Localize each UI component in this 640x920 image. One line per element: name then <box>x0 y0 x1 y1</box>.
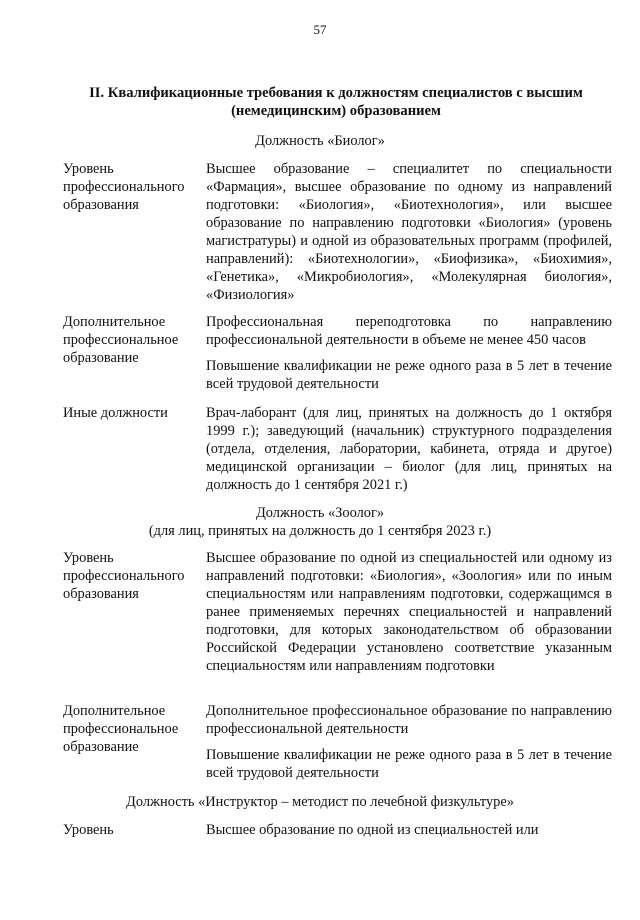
requirement-paragraph: Профессиональная переподготовка по направлению профессиональной деятельности в объеме не менее 450 часов <box>206 314 612 348</box>
requirement-label: Дополнительное профессиональное образование <box>63 314 179 366</box>
position-subtitle-zoologist: (для лиц, принятых на должность до 1 сентября 2023 г.) <box>148 523 492 539</box>
requirement-content <box>206 702 612 782</box>
requirement-paragraph: Высшее образование по одной из специальностей или одному из направлений подготовки: «Биология», «Зоология» или по иным специальностям или направлениям подготовки, содержащимся в ранее применяемых перечнях специальностей и направлений подготовки, для которых законодательством об образовании Российской Федерации установлено соответствие указанным специальностям или направлениям подготовки <box>206 550 612 674</box>
requirement-paragraph: Дополнительное профессиональное образование по направлению профессиональной деятельности <box>206 703 612 737</box>
requirement-content <box>206 313 612 393</box>
requirement-content <box>206 160 612 304</box>
requirement-paragraph: Повышение квалификации не реже одного раза в 5 лет в течение всей трудовой деятельности <box>206 358 612 392</box>
position-title-instructor: Должность «Инструктор – методист по лечебной физкультуре» <box>126 794 514 810</box>
requirement-label: Дополнительное профессиональное образование <box>63 703 179 755</box>
requirement-label: Иные должности <box>63 405 168 421</box>
requirement-label: Уровень <box>63 822 114 838</box>
requirement-content <box>206 549 612 675</box>
requirement-label: Уровень профессионального образования <box>63 550 185 602</box>
requirement-paragraph: Повышение квалификации не реже одного раза в 5 лет в течение всей трудовой деятельности <box>206 747 612 781</box>
requirement-paragraph: Врач-лаборант (для лиц, принятых на должность до 1 октября 1999 г.); заведующий (начальник) структурного подразделения (отдела, отделения, лаборатории, кабинета, отряда и другое) медицинской организации – биолог (для лиц, принятых на должность до 1 сентября 2021 г.) <box>206 405 612 493</box>
requirement-content <box>206 821 612 839</box>
section-title: II. Квалификационные требования к должностям специалистов с высшим (немедицинским) образованием <box>89 85 583 119</box>
requirement-content <box>206 404 612 494</box>
requirement-paragraph: Высшее образование по одной из специальностей или <box>206 822 539 838</box>
page-number: 57 <box>313 22 327 37</box>
requirement-label: Уровень профессионального образования <box>63 161 185 213</box>
requirement-paragraph: Высшее образование – специалитет по специальности «Фармация», высшее образование по одному из направлений подготовки: «Биология», «Биотехнология», или высшее образование по направлению подготовки «Биология» (уровень магистратуры) и одной из образовательных программ (профилей, направлений): «Биотехнологии», «Биофизика», «Биохимия», «Генетика», «Микробиология», «Молекулярная биология», «Физиология» <box>206 161 612 303</box>
position-title-biologist: Должность «Биолог» <box>255 133 385 149</box>
position-title-zoologist: Должность «Зоолог» <box>255 505 385 521</box>
